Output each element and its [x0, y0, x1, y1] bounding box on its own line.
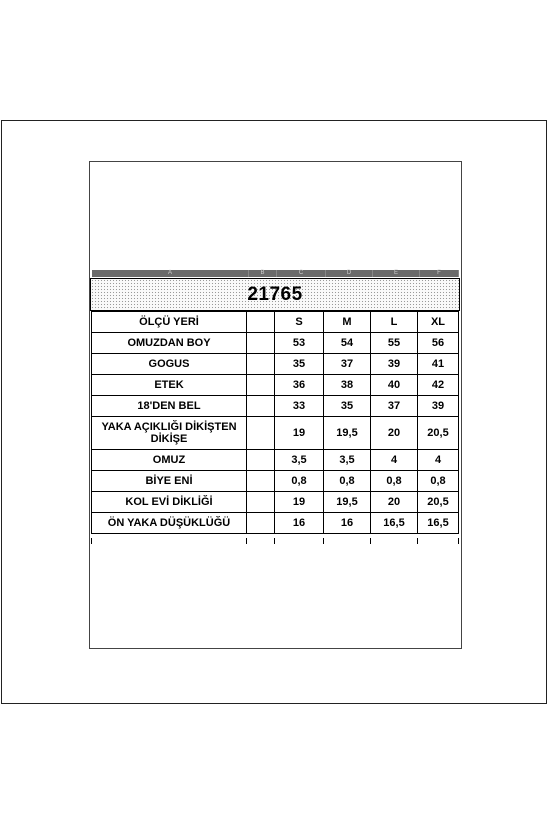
- measurement-value[interactable]: 35: [324, 396, 371, 417]
- blank-cell[interactable]: [247, 312, 275, 333]
- measurement-value[interactable]: 19: [275, 492, 324, 513]
- measurement-value[interactable]: 42: [418, 375, 459, 396]
- blank-cell[interactable]: [247, 396, 275, 417]
- measurement-value[interactable]: 20,5: [418, 417, 459, 450]
- size-header[interactable]: L: [371, 312, 418, 333]
- measurement-label[interactable]: OMUZDAN BOY: [92, 333, 247, 354]
- measurement-value[interactable]: 37: [371, 396, 418, 417]
- measurement-label[interactable]: ETEK: [92, 375, 247, 396]
- measurement-label[interactable]: KOL EVİ DİKLİĞİ: [92, 492, 247, 513]
- table-row: [92, 333, 459, 354]
- measurement-value[interactable]: 35: [275, 354, 324, 375]
- blank-cell[interactable]: [247, 513, 275, 534]
- measurement-value[interactable]: 4: [418, 450, 459, 471]
- blank-cell[interactable]: [247, 492, 275, 513]
- column-header-strip: [92, 270, 459, 277]
- measurement-label[interactable]: OMUZ: [92, 450, 247, 471]
- table-row: [92, 471, 459, 492]
- gridline: [458, 538, 459, 544]
- blank-cell[interactable]: [247, 375, 275, 396]
- table-row: [92, 513, 459, 534]
- measurement-value[interactable]: 20,5: [418, 492, 459, 513]
- column-letter[interactable]: C: [277, 270, 326, 277]
- table-row: [92, 450, 459, 471]
- measurement-value[interactable]: 0,8: [418, 471, 459, 492]
- measurement-value[interactable]: 4: [371, 450, 418, 471]
- column-letter[interactable]: D: [326, 270, 373, 277]
- measurement-value[interactable]: 54: [324, 333, 371, 354]
- model-code: 21765: [247, 283, 303, 305]
- gridline: [246, 538, 247, 544]
- measurement-value[interactable]: 3,5: [324, 450, 371, 471]
- measurement-value[interactable]: 16: [324, 513, 371, 534]
- measurement-value[interactable]: 0,8: [324, 471, 371, 492]
- measurement-value[interactable]: 55: [371, 333, 418, 354]
- blank-cell[interactable]: [247, 450, 275, 471]
- table-row: [92, 375, 459, 396]
- measurement-label[interactable]: BİYE ENİ: [92, 471, 247, 492]
- measurement-value[interactable]: 39: [371, 354, 418, 375]
- column-letter[interactable]: F: [420, 270, 459, 277]
- measurement-value[interactable]: 37: [324, 354, 371, 375]
- blank-cell[interactable]: [247, 417, 275, 450]
- gridline: [370, 538, 371, 544]
- size-header[interactable]: S: [275, 312, 324, 333]
- measurement-label[interactable]: GOGUS: [92, 354, 247, 375]
- measurement-value[interactable]: 36: [275, 375, 324, 396]
- column-letter[interactable]: B: [249, 270, 277, 277]
- size-chart-table: [91, 311, 459, 534]
- measurement-value[interactable]: 41: [418, 354, 459, 375]
- measurement-value[interactable]: 19: [275, 417, 324, 450]
- size-header[interactable]: M: [324, 312, 371, 333]
- gridline: [323, 538, 324, 544]
- measurement-value[interactable]: 0,8: [371, 471, 418, 492]
- measurement-value[interactable]: 56: [418, 333, 459, 354]
- measurement-value[interactable]: 33: [275, 396, 324, 417]
- trailing-gridlines: [91, 538, 459, 544]
- measurement-value[interactable]: 16,5: [371, 513, 418, 534]
- measurement-value[interactable]: 16: [275, 513, 324, 534]
- measurement-value[interactable]: 3,5: [275, 450, 324, 471]
- column-letter[interactable]: E: [373, 270, 420, 277]
- blank-cell[interactable]: [247, 333, 275, 354]
- measurement-value[interactable]: 53: [275, 333, 324, 354]
- measurement-value[interactable]: 19,5: [324, 492, 371, 513]
- gridline: [274, 538, 275, 544]
- measurement-value[interactable]: 0,8: [275, 471, 324, 492]
- measurement-value[interactable]: 20: [371, 492, 418, 513]
- table-row: [92, 492, 459, 513]
- measurement-value[interactable]: 39: [418, 396, 459, 417]
- gridline: [417, 538, 418, 544]
- measurement-header[interactable]: ÖLÇÜ YERİ: [92, 312, 247, 333]
- table-row: [92, 396, 459, 417]
- gridline: [91, 538, 92, 544]
- table-row: [92, 417, 459, 450]
- measurement-value[interactable]: 19,5: [324, 417, 371, 450]
- column-letter[interactable]: A: [92, 270, 249, 277]
- measurement-label[interactable]: ÖN YAKA DÜŞÜKLÜĞÜ: [92, 513, 247, 534]
- model-title-cell[interactable]: [90, 278, 460, 311]
- blank-cell[interactable]: [247, 354, 275, 375]
- size-header[interactable]: XL: [418, 312, 459, 333]
- table-row: [92, 354, 459, 375]
- measurement-label[interactable]: 18'DEN BEL: [92, 396, 247, 417]
- measurement-value[interactable]: 20: [371, 417, 418, 450]
- header-row: [92, 312, 459, 333]
- measurement-value[interactable]: 38: [324, 375, 371, 396]
- blank-cell[interactable]: [247, 471, 275, 492]
- measurement-value[interactable]: 40: [371, 375, 418, 396]
- measurement-label[interactable]: YAKA AÇIKLIĞI DİKİŞTEN DİKİŞE: [92, 417, 247, 450]
- measurement-value[interactable]: 16,5: [418, 513, 459, 534]
